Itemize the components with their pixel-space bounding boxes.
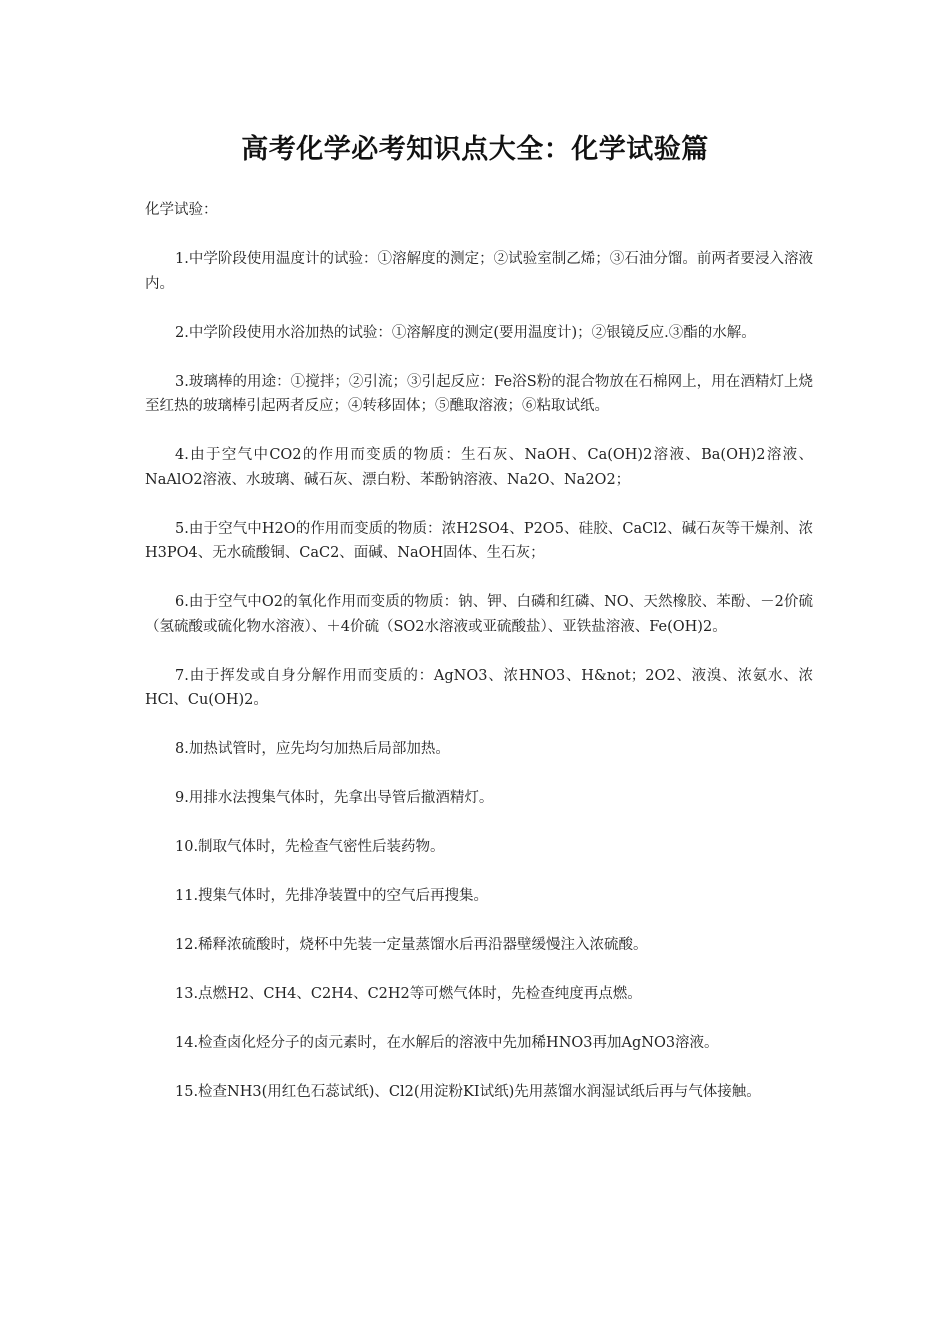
list-item: 3.玻璃棒的用途：①搅拌；②引流；③引起反应：Fe浴S粉的混合物放在石棉网上，用在酒精灯上烧至红热的玻璃棒引起两者反应；④转移固体；⑤醮取溶液；⑥粘取试纸。: [145, 373, 813, 414]
list-item: 13.点燃H2、CH4、C2H4、C2H2等可燃气体时，先检查纯度再点燃。: [175, 986, 642, 1002]
section-intro: 化学试验：: [145, 202, 218, 218]
list-item: 6.由于空气中O2的氧化作用而变质的物质：钠、钾、白磷和红磷、NO、天然橡胶、苯酚、－2价硫（氢硫酸或硫化物水溶液）、＋4价硫（SO2水溶液或亚硫酸盐）、亚铁盐溶液、Fe(OH)2。: [145, 594, 813, 635]
document-body: [145, 198, 813, 1105]
list-item: 2.中学阶段使用水浴加热的试验：①溶解度的测定(要用温度计)；②银镜反应.③酯的水解。: [175, 324, 756, 341]
list-item: 5.由于空气中H2O的作用而变质的物质：浓H2SO4、P2O5、硅胶、CaCl2、碱石灰等干燥剂、浓H3PO4、无水硫酸铜、CaC2、面碱、NaOH固体、生石灰；: [145, 520, 813, 561]
document-title: 高考化学必考知识点大全：化学试验篇: [241, 134, 709, 165]
list-item: 8.加热试管时，应先均匀加热后局部加热。: [175, 741, 450, 757]
list-item: 12.稀释浓硫酸时，烧杯中先装一定量蒸馏水后再沿器壁缓慢注入浓硫酸。: [175, 937, 648, 953]
list-item: 10.制取气体时，先检查气密性后装药物。: [175, 839, 445, 855]
list-item: 14.检查卤化烃分子的卤元素时，在水解后的溶液中先加稀HNO3再加AgNO3溶液。: [175, 1035, 719, 1051]
list-item: 4.由于空气中CO2的作用而变质的物质：生石灰、NaOH、Ca(OH)2溶液、Ba(OH)2溶液、NaAlO2溶液、水玻璃、碱石灰、漂白粉、苯酚钠溶液、Na2O、Na2O2；: [145, 447, 813, 488]
list-item: 1.中学阶段使用温度计的试验：①溶解度的测定；②试验室制乙烯；③石油分馏。前两者要浸入溶液内。: [145, 251, 813, 292]
list-item: 7.由于挥发或自身分解作用而变质的：AgNO3、浓HNO3、H&not；2O2、液溴、浓氨水、浓HCl、Cu(OH)2。: [145, 667, 813, 708]
list-item: 11.搜集气体时，先排净装置中的空气后再搜集。: [175, 888, 489, 904]
list-item: 15.检查NH3(用红色石蕊试纸)、Cl2(用淀粉KI试纸)先用蒸馏水润湿试纸后再与气体接触。: [175, 1084, 761, 1100]
list-item: 9.用排水法搜集气体时，先拿出导管后撤酒精灯。: [175, 790, 494, 806]
